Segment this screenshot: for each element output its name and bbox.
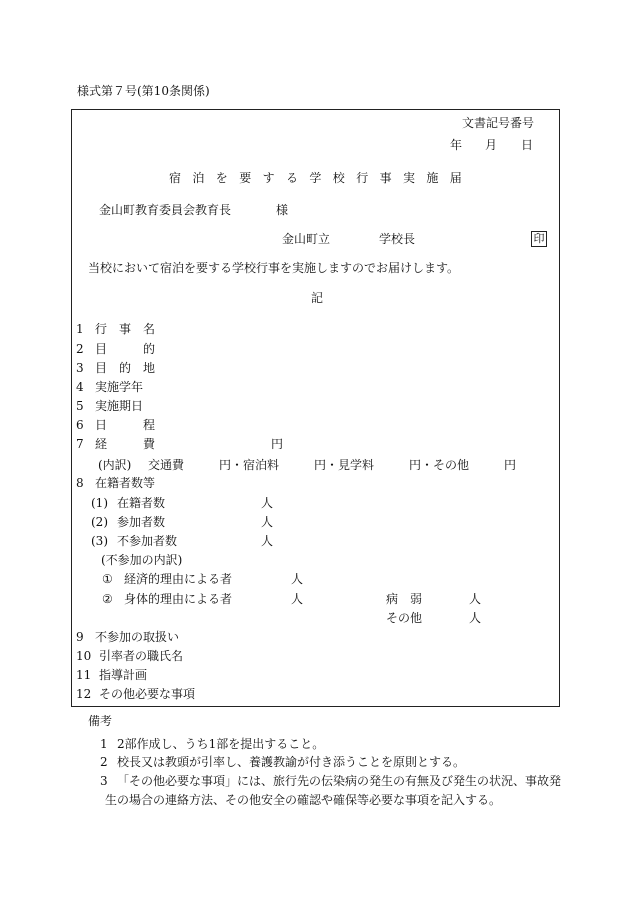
item-number: 2 [76, 342, 84, 356]
other-reason-unit: 人 [469, 611, 482, 625]
item-label: 目 的 [95, 342, 156, 356]
item-number: 12 [76, 687, 92, 701]
note-number: 1 [100, 737, 108, 751]
economic-unit: 人 [291, 572, 304, 586]
item-number: 10 [76, 649, 92, 663]
enrollment-unit: 人 [261, 515, 274, 529]
item-label: 行 事 名 [95, 322, 156, 336]
enrollment-number: (2) [91, 515, 108, 529]
physical-label: 身体的理由による者 [124, 592, 233, 606]
form-label: 様式第７号(第10条関係) [77, 84, 210, 98]
item-number: 6 [76, 418, 84, 432]
item-label: 在籍者数等 [95, 476, 156, 490]
breakdown-label: (内訳) [98, 458, 132, 472]
date-day-label: 日 [521, 138, 534, 152]
item-label: 実施学年 [95, 380, 144, 394]
enrollment-label: 参加者数 [117, 515, 166, 529]
breakdown-end-unit: 円 [504, 458, 517, 472]
item-label: 目 的 地 [95, 361, 156, 375]
item-number: 9 [76, 630, 84, 644]
item-number: 11 [76, 668, 92, 682]
expense-unit: 円 [271, 437, 284, 451]
enrollment-number: (1) [91, 496, 108, 510]
enrollment-unit: 人 [261, 534, 274, 548]
note-text-continuation: 生の場合の連絡方法、その他安全の確認や確保等必要な事項を記入する。 [105, 793, 502, 807]
non-participation-header: (不参加の内訳) [101, 553, 183, 567]
item-number: 7 [76, 437, 84, 451]
item-number: 3 [76, 361, 84, 375]
item-label: 指導計画 [99, 668, 148, 682]
document-number-label: 文書記号番号 [462, 116, 535, 130]
item-label: その他必要な事項 [99, 687, 196, 701]
enrollment-label: 在籍者数 [117, 496, 166, 510]
enrollment-label: 不参加者数 [117, 534, 178, 548]
illness-unit: 人 [469, 592, 482, 606]
item-number: 8 [76, 476, 84, 490]
breakdown-lodging: 円・宿泊料 [219, 458, 280, 472]
item-label: 実施期日 [95, 399, 144, 413]
note-number: 3 [100, 774, 108, 788]
form-title: 宿泊を要する学校行事実施届 [169, 171, 474, 185]
item-number: 4 [76, 380, 84, 394]
seal-stamp: 印 [531, 231, 547, 247]
breakdown-traffic: 交通費 [148, 458, 185, 472]
item-label: 経 費 [95, 437, 156, 451]
enrollment-number: (3) [91, 534, 108, 548]
economic-number: ① [102, 572, 113, 586]
item-number: 5 [76, 399, 84, 413]
date-month-label: 月 [485, 138, 498, 152]
note-number: 2 [100, 755, 108, 769]
physical-unit: 人 [291, 592, 304, 606]
form-frame [71, 109, 560, 707]
item-label: 不参加の取扱い [95, 630, 180, 644]
date-year-label: 年 [450, 138, 463, 152]
illness-label: 病 弱 [386, 592, 423, 606]
physical-number: ② [102, 592, 113, 606]
enrollment-unit: 人 [261, 496, 274, 510]
item-label: 日 程 [95, 418, 156, 432]
notes-header: 備考 [88, 714, 113, 728]
note-text: 校長又は教頭が引率し、養護教諭が付き添うことを原則とする。 [117, 755, 466, 769]
item-label: 引率者の職氏名 [99, 649, 184, 663]
addressee-honorific: 様 [276, 203, 289, 217]
breakdown-other: 円・その他 [409, 458, 470, 472]
note-text: 「その他必要な事項」には、旅行先の伝染病の発生の有無及び発生の状況、事故発 [117, 774, 562, 788]
other-reason-label: その他 [386, 611, 423, 625]
sender-school: 金山町立 [282, 232, 331, 246]
ki-heading: 記 [311, 291, 324, 305]
addressee-name: 金山町教育委員会教育長 [99, 203, 232, 217]
breakdown-admission: 円・見学料 [314, 458, 375, 472]
item-number: 1 [76, 322, 84, 336]
sender-principal: 学校長 [379, 232, 416, 246]
economic-label: 経済的理由による者 [124, 572, 233, 586]
intro-text: 当校において宿泊を要する学校行事を実施しますのでお届けします。 [88, 261, 460, 275]
note-text: 2部作成し、うち1部を提出すること。 [117, 737, 325, 751]
